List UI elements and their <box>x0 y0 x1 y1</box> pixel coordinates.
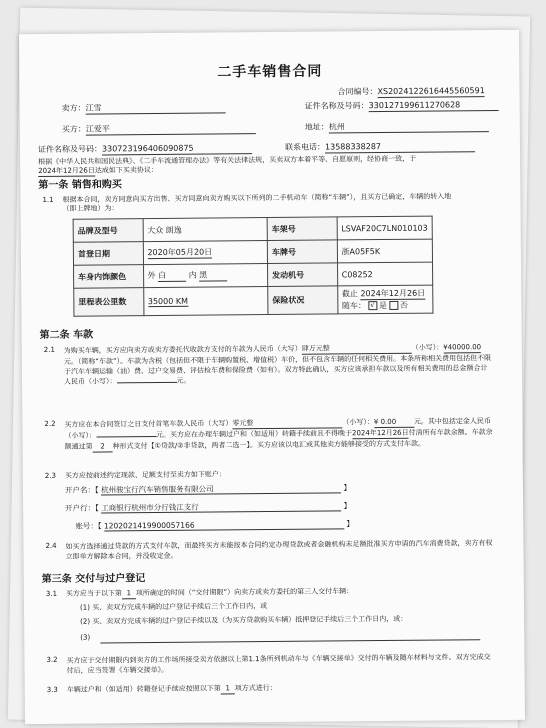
account-no-value: 1202021419900057166 <box>104 519 344 531</box>
contract-number <box>337 86 484 98</box>
address-label: 地址： <box>304 122 329 132</box>
p31-b: 项所确定的时间（“交付期限”）向卖方或卖方委托的第三人交付车辆： <box>135 587 354 598</box>
p31-option3: (3) <box>80 633 91 642</box>
p22-e: 种形式支付【①贷款/②非贷款，两者二选一】。买方应该以电汇或其他卖方能够接受的方式支付车款。 <box>112 439 426 451</box>
address-value: 杭州 <box>329 121 489 133</box>
p33-num: 3.3 <box>46 685 58 694</box>
p32-text: 买方应于交付期限内到卖方的工作场所接受卖方依据以上第1.1条所列机动车与《车辆交接单》交付的车辆及随车材料与文件。双方完成交付后，应当签署《车辆交接单》。 <box>66 653 491 675</box>
brand-label: 品牌及型号 <box>73 219 143 243</box>
vehicle-table <box>73 216 434 317</box>
insurance-cell <box>337 285 433 314</box>
buyer-id-label: 证件名称及号码： <box>37 144 103 155</box>
p21-text <box>64 342 494 387</box>
account-no-row: 账号：【 1202021419900057166 】 <box>75 519 354 531</box>
p21-a: 为购买车辆，买方应向卖方或卖方委托代收款方支付的车款为人民币（大写） <box>63 344 302 355</box>
table-row <box>73 239 432 265</box>
no-label: 否 <box>399 300 409 310</box>
p22-upper: 零元整 <box>232 417 342 429</box>
contract-number-value: XS20241226164455605​91 <box>377 86 485 97</box>
intro-tail: 达成如下买卖协议： <box>94 165 158 175</box>
intro-paragraph <box>38 154 468 176</box>
p21-amount: ¥40000.00 <box>443 342 481 353</box>
vin-value: LSVAF20C7LN010103 <box>337 216 433 240</box>
phone-row <box>285 141 475 154</box>
seller-id-value: 330127199611270628 <box>369 100 499 112</box>
p31-text <box>66 587 353 599</box>
p23-text: 买方应按前述约定现款、足额支付至卖方如下账户： <box>64 470 226 480</box>
p22-small: ¥ 0.00 <box>374 417 414 428</box>
seller-id-row <box>305 100 499 113</box>
p11-num: 1.1 <box>42 195 54 204</box>
account-no-label: 账号： <box>75 521 98 531</box>
p24-text: 如买方选择通过贷款的方式支付车款，而最终买方未能按本合同约定办理贷款或者金融机构未足额批准买方申请的汽车消费贷款，卖方有权立即单方解除本合同，并没收定金。 <box>65 539 493 561</box>
color-out-value: 白 <box>158 270 186 282</box>
mileage-cell <box>143 287 268 316</box>
yes-label: 是 <box>378 300 388 311</box>
phone-label: 联系电话： <box>284 142 326 152</box>
insurance-until-value: 2024年12月26日 <box>360 288 426 299</box>
p21-upper: 肆万元整 <box>302 343 412 355</box>
p33-text <box>67 684 277 696</box>
contract-title: 二手车销售合同 <box>217 63 323 81</box>
bank-label: 开户行： <box>65 503 96 513</box>
first-reg-value: 2020年05月20日 <box>147 247 213 258</box>
color-label: 车身内饰颜色 <box>74 265 144 289</box>
phone-value: 13588338287 <box>325 141 475 153</box>
p22-date: 2024年12月26日 <box>352 428 409 440</box>
p11-text: 根据本合同，卖方同意向买方出售、买方同意向卖方购买以下所列的二手机动车（简称“车辆”），且买方已确定，车辆的转入地（即上牌地）为： <box>62 192 452 213</box>
address-row <box>305 121 489 134</box>
p31-option1: (1) 买、卖双方完成车辆的过户登记手续后三个工作日内，或 <box>79 602 268 612</box>
color-in-value: 黑 <box>199 269 227 281</box>
table-row <box>74 285 433 316</box>
seller-row <box>62 102 226 114</box>
p22-num: 2.2 <box>44 419 56 428</box>
p21-small-label: （小写）： <box>411 343 444 352</box>
p22-text <box>64 416 494 453</box>
seller-label: 卖方： <box>61 103 86 113</box>
article2-title: 第二条 车款 <box>39 329 94 342</box>
contract-page <box>19 30 525 724</box>
follow-row <box>342 300 428 312</box>
seller-name: 江雪 <box>86 102 226 114</box>
account-name-label: 开户名： <box>64 485 96 495</box>
color-out-prefix: 外 <box>147 271 156 281</box>
p21-c: 元。（简称“车款”）。车款为含税（包括但不限于车辆购置税、增值税）车价，但不包含车辆的任何相关费用。本条所称相关费用包括但不限于汽车车辆运输（油）费、过户交易费、评估检车费和保险费（如有）。双方特此确认，买方应该承担车款以及所有相关费用的总金额合计人民币（小写）： <box>63 354 492 387</box>
insurance-label: 保险状况 <box>268 286 338 315</box>
bank-row: 开户行：【 工商银行杭州市分行钱江支行 】 <box>65 501 352 513</box>
buyer-row <box>62 123 256 136</box>
buyer-id-value: 330723196406090875 <box>102 143 252 155</box>
mileage-value: 35000 KM <box>147 296 189 306</box>
plate-value: 浙A05F5K <box>337 239 433 263</box>
p23-num: 2.3 <box>44 471 57 480</box>
plate-label: 车牌号 <box>267 240 337 264</box>
p31-option2: (2) 买、卖双方完成车辆的过户登记手续以及（为买方贷款购买车辆）抵押登记手续后三个工作日内，或： <box>80 614 408 626</box>
p31-choice: 1 <box>122 589 136 599</box>
p21-d: 元。 <box>176 377 191 386</box>
p33-a: 车辆过户和（如适用）转籍登记手续应按照以下第 <box>66 684 221 694</box>
contract-number-label: 合同编号： <box>337 87 378 97</box>
p32-num: 3.2 <box>46 655 58 664</box>
p24-num: 2.4 <box>45 541 57 550</box>
p21-num: 2.1 <box>43 345 55 354</box>
seller-id-label: 证件名称及号码： <box>304 101 369 111</box>
intro-date: 2024年12月26日 <box>38 166 95 175</box>
engine-value: C08252 <box>337 262 433 286</box>
first-reg-cell <box>143 241 268 265</box>
account-name-row: 开户名：【 杭州骏宝行汽车销售服务有限公司 】 <box>64 483 352 495</box>
p22-small-label: （小写）： <box>342 418 374 427</box>
p33-b: 项方式进行： <box>234 683 277 693</box>
p22-deposit-blank <box>96 436 156 438</box>
table-row <box>74 262 433 288</box>
buyer-label: 买方： <box>61 124 86 134</box>
article3-title: 第三条 交付与过户登记 <box>41 573 146 586</box>
insurance-until-label: 截止 <box>341 289 358 299</box>
brand-value: 大众 朗逸 <box>143 218 268 242</box>
bank-value: 工商银行杭州市分行钱江支行 <box>101 501 341 513</box>
p22-c: 元。买方应在办理车辆过户和（如适用）转籍手续前且不得晚于 <box>155 429 353 440</box>
no-checkbox <box>389 301 398 310</box>
first-reg-label: 首登日期 <box>73 242 143 266</box>
intro-text: 根据《中华人民共和国民法典》、《二手车流通管理办法》等有关法律法规，买卖双方本着平等、自愿原则，经协商一致，于 <box>38 154 417 167</box>
p22-d: 付清所有车款余额。车款余额通过第 <box>64 428 493 452</box>
article1-title: 第一条 销售和购买 <box>38 179 122 192</box>
p31-num: 3.1 <box>45 589 58 598</box>
table-row <box>73 216 432 242</box>
p31-option3-blank <box>100 639 480 643</box>
buyer-id-row <box>38 143 252 156</box>
vin-label: 车架号 <box>267 217 337 241</box>
engine-label: 发动机号 <box>268 263 338 287</box>
p22-a: 买方应在本合同签订之日支付首笔车款人民币（大写） <box>64 419 233 429</box>
p33-choice: 1 <box>221 684 235 694</box>
color-in-prefix: 内 <box>188 270 197 280</box>
buyer-name: 江爱平 <box>86 123 256 135</box>
account-name-value: 杭州骏宝行汽车销售服务有限公司 <box>101 483 341 495</box>
p22-b: 元。其中包括定金人民币（小写）： <box>64 417 491 440</box>
p21-total-blank <box>117 382 177 384</box>
color-cell <box>143 264 268 288</box>
yes-checkbox: √ <box>368 301 377 310</box>
insurance-until-row <box>342 288 429 301</box>
p22-method: 2 <box>93 442 113 453</box>
follow-label: 随车： <box>341 301 367 311</box>
p31-a: 买方应当于以下第 <box>65 589 122 598</box>
mileage-label: 里程表公里数 <box>74 288 144 317</box>
